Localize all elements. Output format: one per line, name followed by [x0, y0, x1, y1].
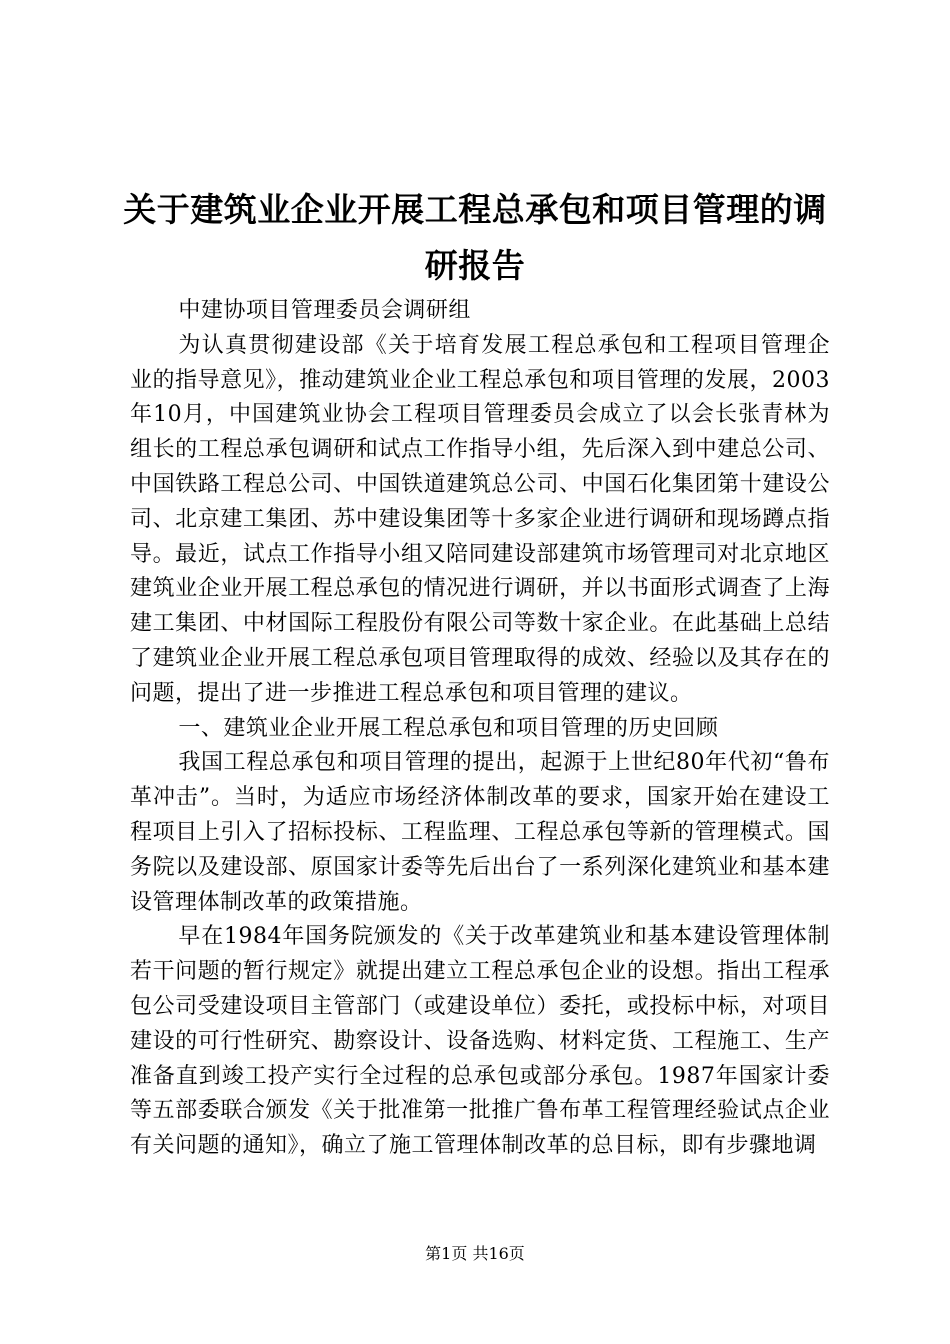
paragraph-origin: 我国工程总承包和项目管理的提出，起源于上世纪80年代初“鲁布革冲击”。当时，为适应市场经济体制改革的要求，国家开始在建设工程项目上引入了招标投标、工程监理、工程总承包等新的管理模式。国务院以及建设部、原国家计委等先后出台了一系列深化建筑业和基本建设管理体制改革的政策措施。 — [130, 750, 830, 915]
section-heading-1: 一、建筑业企业开展工程总承包和项目管理的历史回顾 — [178, 715, 719, 741]
document-title: 关于建筑业企业开展工程总承包和项目管理的调研报告 — [123, 190, 827, 285]
author-line: 中建协项目管理委员会调研组 — [178, 298, 471, 323]
document-body — [130, 294, 830, 1164]
page-footer: 第1页 共16页 — [425, 1244, 525, 1263]
paragraph-intro: 为认真贯彻建设部《关于培育发展工程总承包和工程项目管理企业的指导意见》，推动建筑业企业工程总承包和项目管理的发展，2003年10月，中国建筑业协会工程项目管理委员会成立了以会长张青林为组长的工程总承包调研和试点工作指导小组，先后深入到中建总公司、中国铁路工程总公司、中国铁道建筑总公司、中国石化集团第十建设公司、北京建工集团、苏中建设集团等十多家企业进行调研和现场蹲点指导。最近，试点工作指导小组又陪同建设部建筑市场管理司对北京地区建筑业企业开展工程总承包的情况进行调研，并以书面形式调查了上海建工集团、中材国际工程股份有限公司等数十家企业。在此基础上总结了建筑业企业开展工程总承包项目管理取得的成效、经验以及其存在的问题，提出了进一步推进工程总承包和项目管理的建议。 — [130, 332, 830, 706]
paragraph-1984: 早在1984年国务院颁发的《关于改革建筑业和基本建设管理体制若干问题的暂行规定》就提出建立工程总承包企业的设想。指出工程承包公司受建设项目主管部门（或建设单位）委托，或投标中标，对项目建设的可行性研究、勘察设计、设备选购、材料定货、工程施工、生产准备直到竣工投产实行全过程的总承包或部分承包。1987年国家计委等五部委联合颁发《关于批准第一批推广鲁布革工程管理经验试点企业有关问题的通知》，确立了施工管理体制改革的总目标，即有步骤地调 — [130, 924, 830, 1159]
